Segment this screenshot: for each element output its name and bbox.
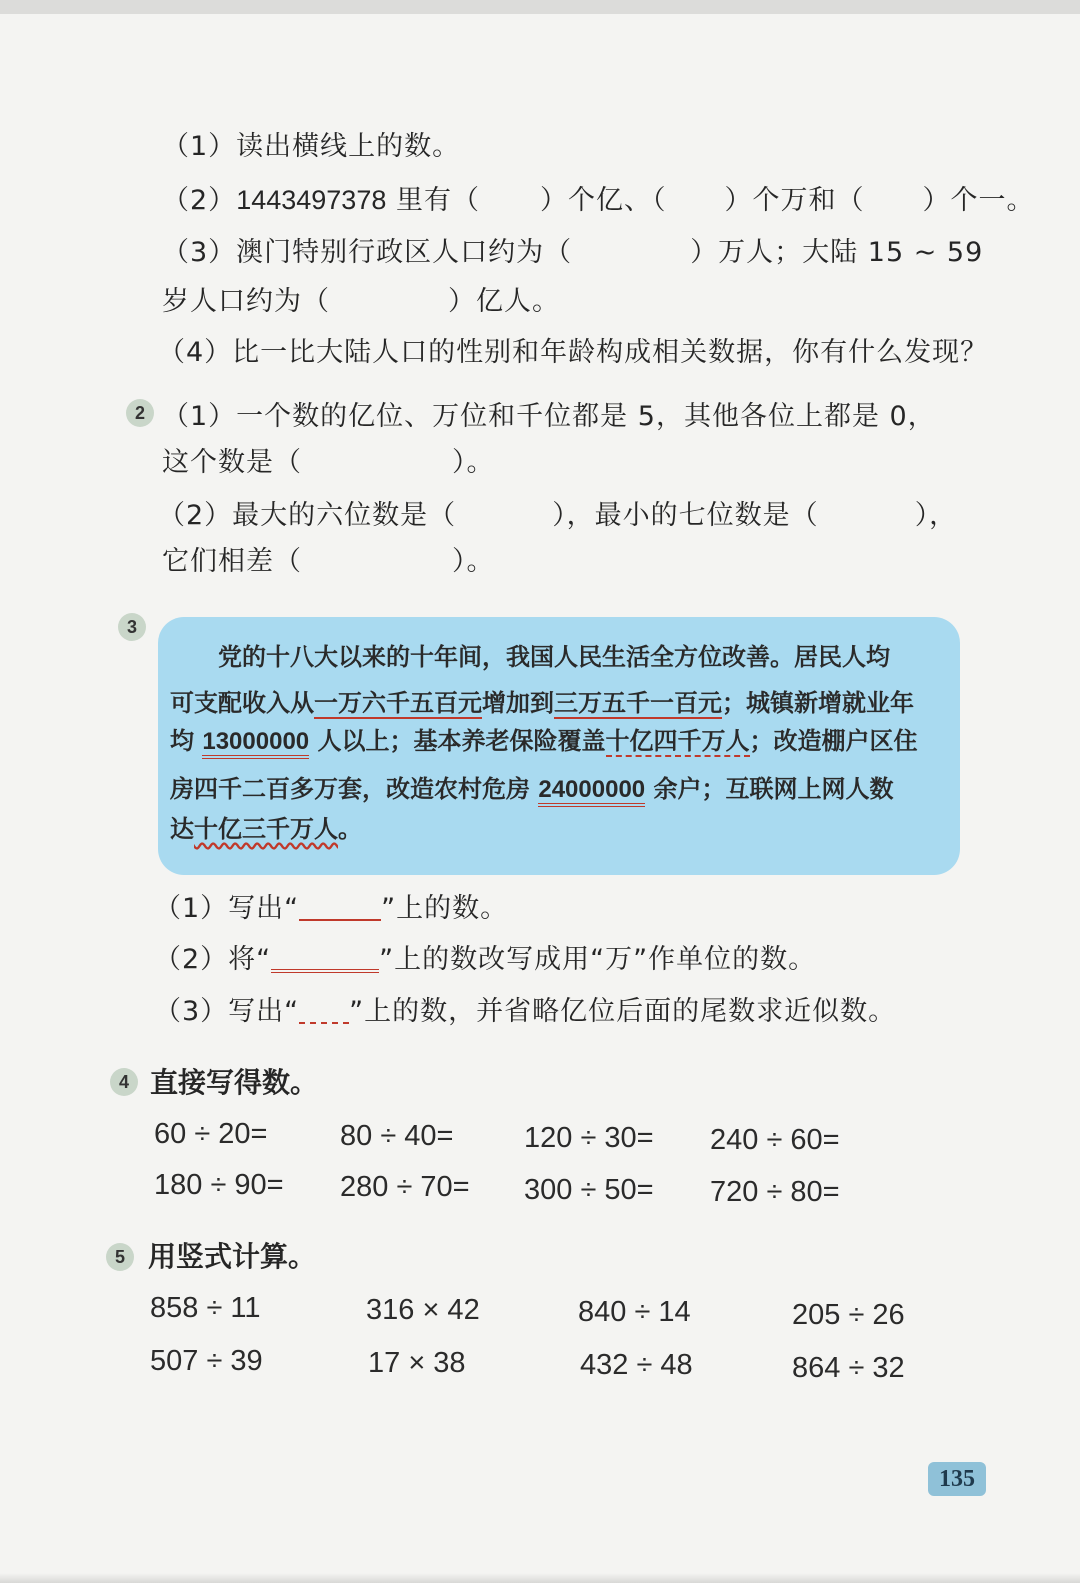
- q3-underline-dashed-1: 十亿四千万人: [605, 727, 750, 755]
- q4-title: 直接写得数。: [150, 1066, 319, 1099]
- q3-box-line-5: 达十亿三千万人。: [170, 815, 362, 843]
- q5-r2-c1: 507 ÷ 39: [150, 1345, 263, 1377]
- wavy-underline-sample: [299, 1002, 349, 1024]
- q5-badge: 5: [106, 1243, 134, 1271]
- single-underline-sample: [299, 899, 381, 921]
- q4-r1-c3: 120 ÷ 30=: [524, 1122, 654, 1154]
- q1-part-3: （3）澳门特别行政区人口约为（ ）万人；大陆 15 ~ 59: [162, 237, 984, 268]
- q3-box-line-4: 房四千二百多万套，改造农村危房 24000000 余户；互联网上网人数: [170, 773, 894, 806]
- q3-box-line-1: 党的十八大以来的十年间，我国人民生活全方位改善。居民人均: [218, 643, 890, 671]
- q2-line-1: （1）一个数的亿位、万位和千位都是 5，其他各位上都是 0，: [162, 401, 936, 432]
- q3-underline-double-1: 13000000: [202, 728, 309, 759]
- q3-underline-wavy-1: 十亿三千万人: [194, 815, 338, 843]
- q1-part-1: （1）读出横线上的数。: [162, 131, 461, 162]
- q3-box-line-2: 可支配收入从一万六千五百元增加到三万五千一百元；城镇新增就业年: [170, 689, 914, 717]
- q1-part-4: （4）比一比大陆人口的性别和年龄构成相关数据，你有什么发现？: [158, 337, 989, 368]
- q5-r1-c4: 205 ÷ 26: [792, 1299, 905, 1331]
- q5-title: 用竖式计算。: [148, 1240, 317, 1273]
- q4-badge: 4: [110, 1068, 138, 1096]
- q5-r1-c2: 316 × 42: [366, 1294, 480, 1326]
- q1-part-3-cont: 岁人口约为（ ）亿人。: [162, 286, 560, 317]
- page-bottom-shadow: [0, 1573, 1080, 1583]
- q5-r2-c4: 864 ÷ 32: [792, 1352, 905, 1384]
- q1-number: 1443497378: [236, 185, 387, 215]
- q5-r2-c2: 17 × 38: [368, 1347, 466, 1379]
- q3-box-line-3: 均 13000000 人以上；基本养老保险覆盖十亿四千万人；改造棚户区住: [170, 725, 918, 758]
- q3-sub-3: （3）写出“ ”上的数，并省略亿位后面的尾数求近似数。: [154, 996, 897, 1027]
- page-top-edge: [0, 0, 1080, 14]
- q3-underline-single-2: 三万五千一百元: [554, 689, 722, 717]
- q5-r1-c1: 858 ÷ 11: [150, 1292, 261, 1324]
- q2-line-2: 这个数是（ ）。: [162, 447, 495, 478]
- q2-badge: 2: [126, 399, 154, 427]
- q2-line-4: 它们相差（ ）。: [162, 546, 495, 577]
- q4-r2-c4: 720 ÷ 80=: [710, 1176, 840, 1208]
- q3-sub-1: （1）写出“ ”上的数。: [154, 893, 509, 924]
- q2-line-3: （2）最大的六位数是（ ），最小的七位数是（ ），: [158, 500, 958, 531]
- q3-sub-2: （2）将“ ”上的数改写成用“万”作单位的数。: [154, 944, 817, 975]
- q5-r1-c3: 840 ÷ 14: [578, 1296, 691, 1328]
- q4-r1-c1: 60 ÷ 20=: [154, 1118, 268, 1150]
- q3-info-box: [158, 617, 960, 875]
- q3-badge: 3: [118, 613, 146, 641]
- q4-r2-c2: 280 ÷ 70=: [340, 1171, 470, 1203]
- page-number: 135: [928, 1462, 986, 1496]
- q4-r2-c1: 180 ÷ 90=: [154, 1169, 284, 1201]
- q4-r1-c4: 240 ÷ 60=: [710, 1124, 840, 1156]
- q4-r2-c3: 300 ÷ 50=: [524, 1174, 654, 1206]
- q5-r2-c3: 432 ÷ 48: [580, 1349, 693, 1381]
- q1-part-2: （2）1443497378 里有（ ）个亿、（ ）个万和（ ）个一。: [162, 185, 1035, 216]
- q4-r1-c2: 80 ÷ 40=: [340, 1120, 454, 1152]
- q3-underline-double-2: 24000000: [538, 776, 645, 807]
- double-underline-sample: [271, 949, 379, 973]
- q3-underline-single-1: 一万六千五百元: [314, 689, 482, 717]
